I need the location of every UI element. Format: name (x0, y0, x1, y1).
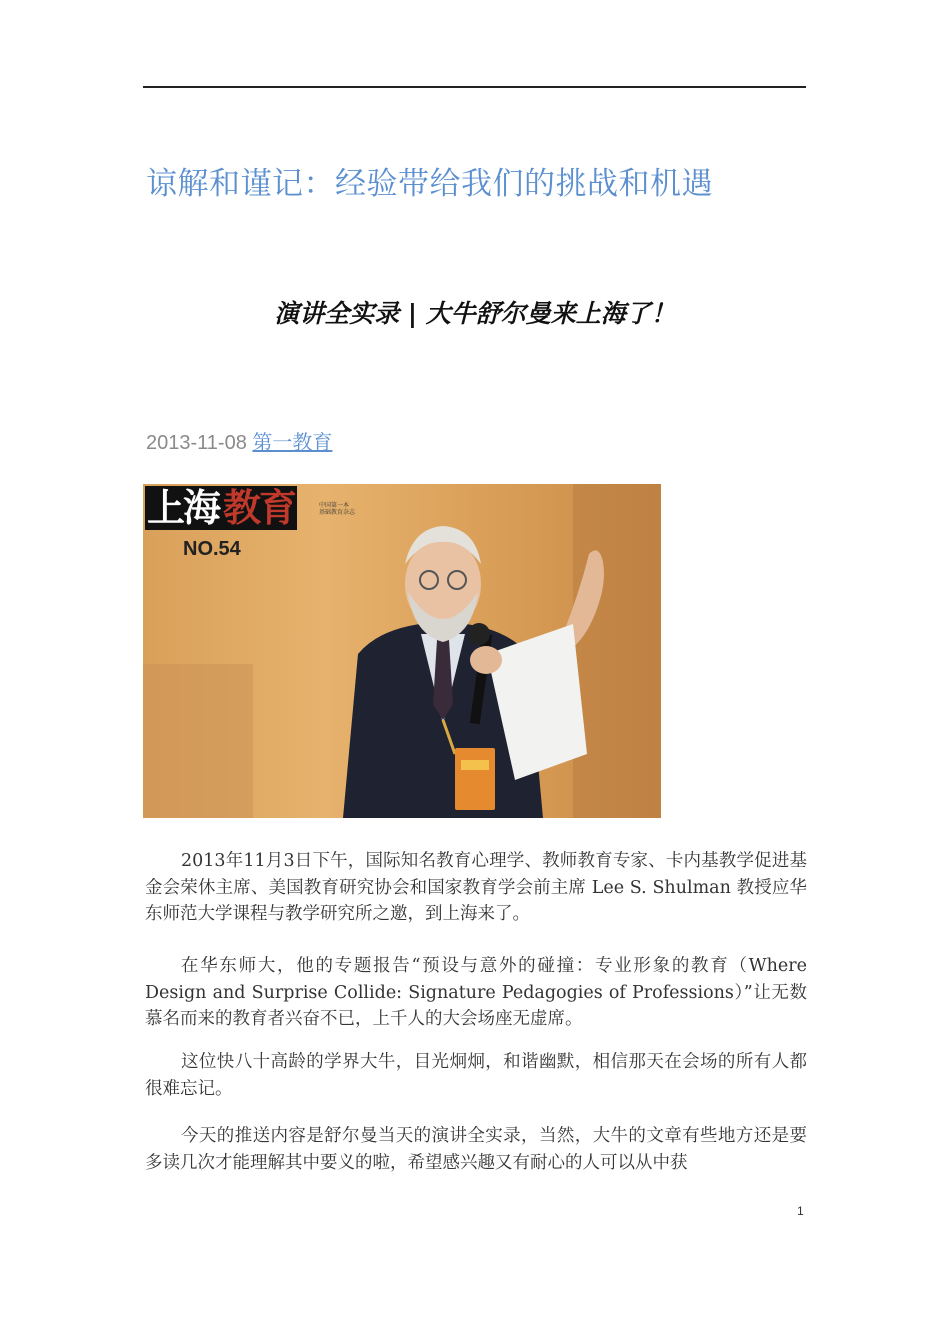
paragraph-3: 这位快八十高龄的学界大牛，目光炯炯，和谐幽默，相信那天在会场的所有人都很难忘记。 (145, 1052, 807, 1099)
paragraph-4: 今天的推送内容是舒尔曼当天的演讲全实录，当然，大牛的文章有些地方还是要多读几次才能理解其中要义的啦，希望感兴趣又有耐心的人可以从中获 (145, 1126, 807, 1173)
speaker-illustration (143, 484, 661, 818)
masthead-red: 教育 (223, 486, 296, 530)
paragraph-2: 在华东师大，他的专题报告“预设与意外的碰撞：专业形象的教育（Where Design and Surprise Collide: Signature Pedagogies of Professions）”让无数慕名而来的教育者兴奋不已，上千人的大会场座无虚席。 (145, 956, 807, 1029)
page-number: 1 (797, 1204, 804, 1218)
speaker-photo (143, 484, 661, 818)
publish-date: 2013-11-08 (146, 432, 247, 454)
paragraph-1: 2013年11月3日下午，国际知名教育心理学、教师教育专家、卡内基教学促进基金会荣休主席、美国教育研究协会和国家教育学会前主席 Lee S. Shulman 教授应华东师范大学课程与教学研究所之邀，到上海来了。 (145, 851, 807, 924)
masthead-white: 上海 (147, 486, 220, 530)
issue-number: NO.54 (183, 538, 241, 560)
masthead-tagline: 中国第一本 基础教育杂志 (319, 502, 356, 516)
article-meta (146, 426, 332, 455)
header-rule (143, 86, 806, 88)
page-title: 谅解和谨记：经验带给我们的挑战和机遇 (146, 166, 713, 202)
source-link[interactable]: 第一教育 (252, 432, 333, 454)
article-subtitle: 演讲全实录 | 大牛舒尔曼来上海了！ (274, 299, 676, 328)
